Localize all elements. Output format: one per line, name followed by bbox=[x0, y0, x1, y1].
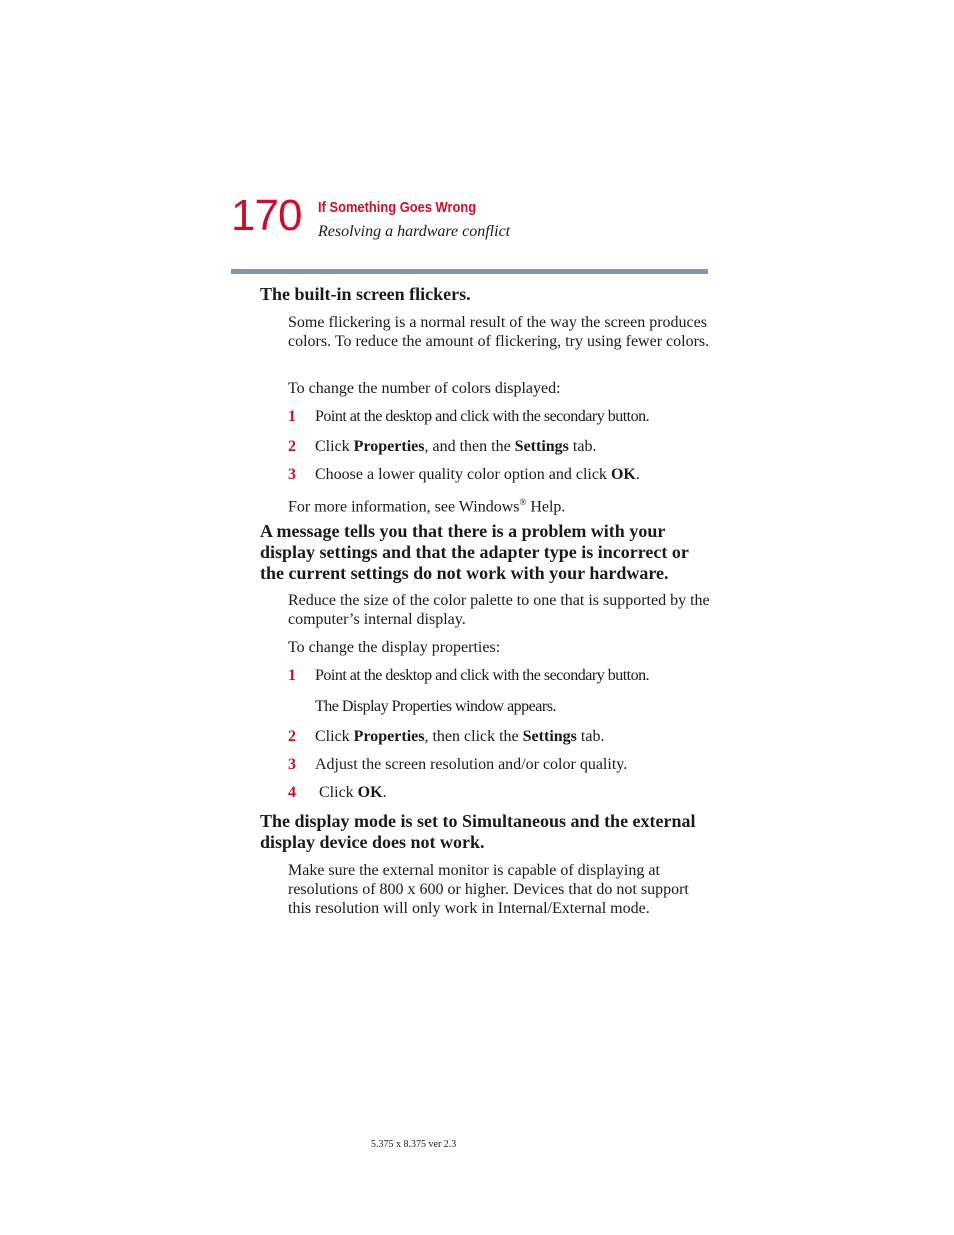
step-text: , and then the bbox=[424, 438, 515, 455]
paragraph: To change the display properties: bbox=[288, 639, 501, 656]
paragraph-text: For more information, see Windows bbox=[288, 498, 520, 516]
step-note: The Display Properties window appears. bbox=[315, 698, 556, 715]
paragraph: Reduce the size of the color palette to one that is supported by the computer’s internal display. bbox=[288, 592, 710, 628]
step-number: 3 bbox=[288, 756, 296, 773]
step-text: tab. bbox=[568, 438, 597, 455]
step-text: Click bbox=[315, 784, 358, 801]
ui-term: OK bbox=[357, 784, 383, 801]
ui-term: OK bbox=[610, 466, 636, 483]
paragraph: Make sure the external monitor is capable of displaying at resolutions of 800 x 600 or higher. Devices that do not support this resolution will only work in Internal/External mode. bbox=[288, 862, 689, 917]
step-text: Click bbox=[315, 438, 354, 455]
step-text: tab. bbox=[576, 728, 605, 745]
step-item bbox=[288, 437, 712, 456]
page-number: 170 bbox=[231, 191, 302, 240]
step-item bbox=[288, 407, 712, 426]
ui-term: Properties bbox=[353, 728, 425, 745]
paragraph bbox=[288, 493, 712, 516]
step-text: Adjust the screen resolution and/or color quality. bbox=[315, 756, 628, 773]
step-text: . bbox=[382, 784, 387, 801]
step-text: Choose a lower quality color option and click bbox=[315, 466, 611, 483]
ui-term: Settings bbox=[522, 728, 577, 745]
print-spec-footer: 5.375 x 8.375 ver 2.3 bbox=[371, 1139, 457, 1150]
section-heading: A message tells you that there is a problem with your display settings and that the adapter type is incorrect or the current settings do not work with your hardware. bbox=[260, 521, 689, 583]
section-title: Resolving a hardware conflict bbox=[318, 223, 511, 240]
step-item bbox=[288, 465, 712, 484]
step-item bbox=[288, 783, 712, 802]
ui-term: Properties bbox=[353, 438, 425, 455]
step-item bbox=[288, 755, 712, 774]
step-item bbox=[288, 666, 712, 685]
step-text: , then click the bbox=[424, 728, 523, 745]
step-number: 1 bbox=[288, 408, 296, 425]
ui-term: Settings bbox=[514, 438, 569, 455]
paragraph: Some flickering is a normal result of the way the screen produces colors. To reduce the amount of flickering, try using fewer colors. bbox=[288, 314, 710, 350]
step-number: 2 bbox=[288, 438, 296, 455]
step-number: 4 bbox=[288, 784, 296, 801]
step-text: Click bbox=[315, 728, 354, 745]
step-text: Point at the desktop and click with the secondary button. bbox=[315, 667, 650, 684]
registered-mark: ® bbox=[519, 497, 527, 507]
step-number: 3 bbox=[288, 466, 296, 483]
paragraph-text: Help. bbox=[526, 498, 566, 516]
paragraph: To change the number of colors displayed: bbox=[288, 380, 561, 397]
step-item bbox=[288, 727, 712, 746]
section-heading: The display mode is set to Simultaneous and the external display device does not work. bbox=[260, 811, 696, 852]
header-rule bbox=[231, 269, 708, 274]
step-number: 1 bbox=[288, 667, 296, 684]
step-text: Point at the desktop and click with the secondary button. bbox=[315, 408, 650, 425]
step-number: 2 bbox=[288, 728, 296, 745]
section-heading: The built-in screen flickers. bbox=[260, 284, 471, 304]
step-text: . bbox=[635, 466, 640, 483]
chapter-title: If Something Goes Wrong bbox=[318, 199, 477, 216]
